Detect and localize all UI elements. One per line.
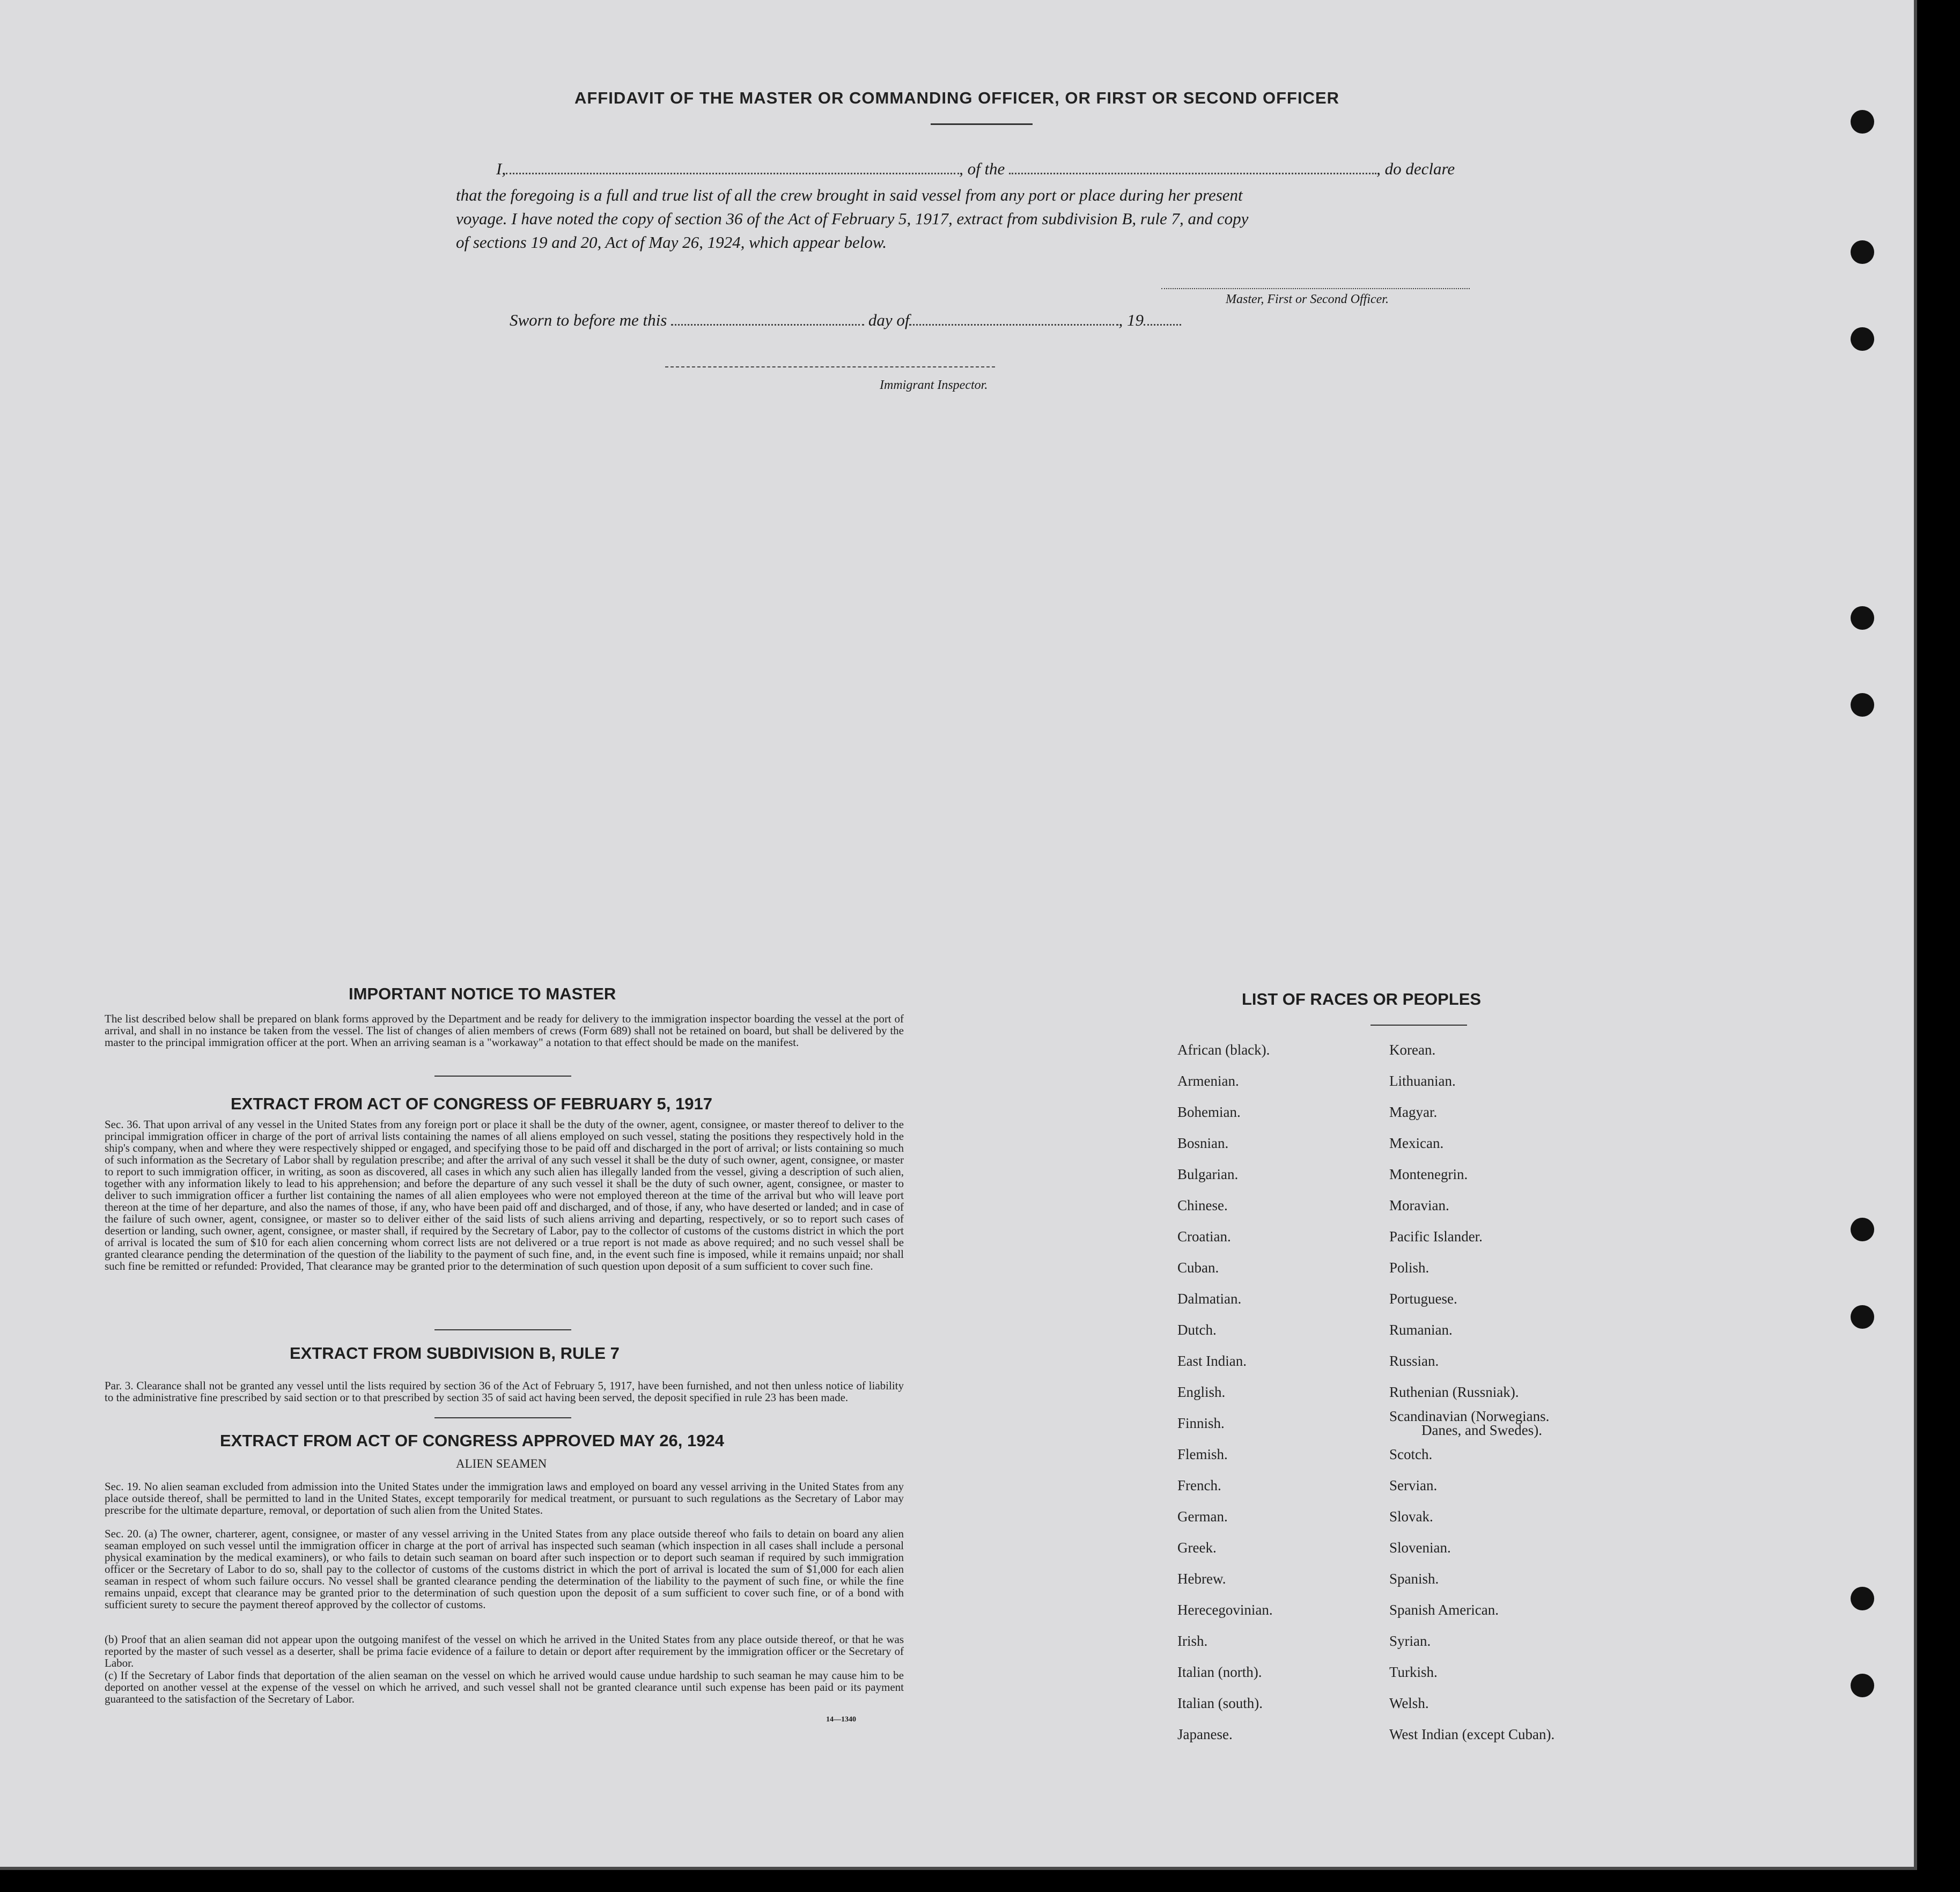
race-item: Russian. bbox=[1389, 1353, 1439, 1369]
race-item: Croatian. bbox=[1177, 1228, 1231, 1245]
notice-body: The list described below shall be prepared on blank forms approved by the Department and be ready for delivery to the immigration inspector boarding the vessel at the port of arrival, and shall in no instance be taken from the vessel. The list of changes of alien members of crews (Form 689) shall not be retained on board, but shall be delivered by the master to the principal immigration officer at the port. When an arriving seaman is a "workaway" a notation to that effect should be made on the manifest. bbox=[105, 1012, 904, 1049]
race-item: African (black). bbox=[1177, 1042, 1270, 1058]
affidavit-line-1 bbox=[496, 157, 1455, 181]
form-number: 14—1340 bbox=[826, 1716, 856, 1724]
race-item: Irish. bbox=[1177, 1633, 1208, 1649]
race-item: Montenegrin. bbox=[1389, 1166, 1468, 1182]
binder-hole bbox=[1851, 240, 1874, 264]
extract-rule7-rule bbox=[434, 1417, 571, 1418]
race-item: Chinese. bbox=[1177, 1197, 1228, 1213]
binder-hole bbox=[1851, 1587, 1874, 1610]
race-item: West Indian (except Cuban). bbox=[1389, 1726, 1555, 1742]
extract-1924-sec19: Sec. 19. No alien seaman excluded from admission into the United States under the immigration laws and employed on board any vessel arriving in the United States from any place outside thereof, shall be permitted to land in the United States, except temporarily for medical treatment, or pursuant to such regulations as the Secretary of Labor may prescribe for the ultimate departure, removal, or deportation of such alien from the United States. bbox=[105, 1480, 904, 1516]
race-item: Flemish. bbox=[1177, 1446, 1228, 1462]
sworn-line bbox=[510, 308, 1181, 332]
notice-heading: IMPORTANT NOTICE TO MASTER bbox=[349, 984, 616, 1003]
affidavit-declare: , do declare bbox=[1376, 159, 1455, 178]
binder-hole bbox=[1851, 693, 1874, 717]
race-item: Syrian. bbox=[1389, 1633, 1431, 1649]
race-item: German. bbox=[1177, 1508, 1228, 1525]
race-item: Bulgarian. bbox=[1177, 1166, 1239, 1182]
extract-1917-heading: EXTRACT FROM ACT OF CONGRESS OF FEBRUARY 5, 1917 bbox=[231, 1094, 712, 1113]
extract-rule7-body: Par. 3. Clearance shall not be granted any vessel until the lists required by section 36 of the Act of February 5, 1917, have been furnished, and not then unless notice of liability to the administrative fine prescribed by said section or to that prescribed by section 35 of said act having been served, the deposit specified in rule 23 has been made. bbox=[105, 1379, 904, 1404]
race-item: Lithuanian. bbox=[1389, 1073, 1456, 1089]
affidavit-line-3: voyage. I have noted the copy of section 36 of the Act of February 5, 1917, extract from subdivision B, rule 7, and copy bbox=[456, 209, 1249, 228]
extract-1924-heading: EXTRACT FROM ACT OF CONGRESS APPROVED MAY 26, 1924 bbox=[220, 1431, 724, 1450]
races-right-column bbox=[1389, 1034, 1554, 1750]
race-item-continuation: Danes, and Swedes). bbox=[1421, 1422, 1542, 1438]
race-item: English. bbox=[1177, 1384, 1226, 1400]
sworn-month-blank bbox=[909, 310, 1118, 326]
race-item: Herecegovinian. bbox=[1177, 1602, 1273, 1618]
extract-1917-body: Sec. 36. That upon arrival of any vessel in the United States from any foreign port or place it shall be the duty of the owner, agent, consignee, or master thereof to deliver to the principal immigration officer in charge of the port of arrival lists containing the names of all aliens employed on such vessel, stating the positions they respectively hold in the ship's company, when and where they were respectively shipped or engaged, and specifying those to be paid off and discharged in the port of arrival; or lists containing so much of such information as the Secretary of Labor shall by regulation prescribe; and after the arrival of any such vessel it shall be the duty of such owner, agent, consignee, or master to report to such immigration officer, in writing, as soon as discovered, all cases in which any such alien has illegally landed from the vessel, giving a description of such alien, together with any information likely to lead to his apprehension; and before the departure of any such vessel it shall be the duty of such owner, agent, consignee, or master to deliver to such immigration officer a further list containing the names of all alien employees who were not employed thereon at the time of the arrival but who will leave port thereon at the time of her departure, and also the names of those, if any, who have been paid off and discharged, and of those, if any, who have deserted or landed; and in case of the failure of such owner, agent, consignee, or master so to deliver either of the said lists of such aliens arriving and departing, respectively, or so to report such cases of desertion or landing, such owner, agent, consignee, or master shall, if required by the Secretary of Labor, pay to the collector of customs of the customs district in which the port of arrival is located the sum of $10 for each alien concerning whom correct lists are not delivered or a true report is not made as above required; and no such vessel shall be granted clearance pending the determination of the question of the liability to the payment of such fine, and, in the event such fine is imposed, while it remains unpaid; nor shall such fine be remitted or refunded: Provided, That clearance may be granted prior to the determination of such question upon deposit of a sum sufficient to cover such fine. bbox=[105, 1118, 904, 1272]
race-item: Pacific Islander. bbox=[1389, 1228, 1483, 1245]
race-item: Bosnian. bbox=[1177, 1135, 1229, 1151]
affidavit-line-4: of sections 19 and 20, Act of May 26, 1924, which appear below. bbox=[456, 233, 887, 252]
extract-1917-rule bbox=[434, 1329, 571, 1330]
race-item: Polish. bbox=[1389, 1260, 1430, 1276]
race-item: Welsh. bbox=[1389, 1695, 1429, 1711]
race-item: Moravian. bbox=[1389, 1197, 1449, 1213]
race-item: Korean. bbox=[1389, 1042, 1436, 1058]
race-item bbox=[1389, 1408, 1554, 1439]
notice-rule bbox=[434, 1076, 571, 1077]
race-item: French. bbox=[1177, 1477, 1221, 1493]
vessel-blank bbox=[1009, 159, 1376, 174]
race-item: Bohemian. bbox=[1177, 1104, 1241, 1120]
binder-hole bbox=[1851, 110, 1874, 134]
inspector-label: Immigrant Inspector. bbox=[880, 378, 988, 392]
race-item-line: Scandinavian (Norwegians. bbox=[1389, 1408, 1550, 1424]
extract-1924-sec20b: (b) Proof that an alien seaman did not appear upon the outgoing manifest of the vessel on which he arrived in the United States from any place outside thereof, or that he was reported by the master of such vessel as a deserter, shall be prima facie evidence of a failure to detain or deport after requirement by the immigration officer or the Secretary of Labor. bbox=[105, 1633, 904, 1669]
binder-hole bbox=[1851, 1674, 1874, 1697]
race-item: Spanish American. bbox=[1389, 1602, 1499, 1618]
master-label: Master, First or Second Officer. bbox=[1226, 292, 1389, 306]
race-item: Scotch. bbox=[1389, 1446, 1433, 1462]
binder-hole bbox=[1851, 327, 1874, 351]
alien-seamen-subheading: ALIEN SEAMEN bbox=[456, 1457, 547, 1470]
race-item: Japanese. bbox=[1177, 1726, 1233, 1742]
race-item: East Indian. bbox=[1177, 1353, 1247, 1369]
binder-hole bbox=[1851, 1305, 1874, 1329]
affidavit-title: AFFIDAVIT OF THE MASTER OR COMMANDING OFFICER, OR FIRST OR SECOND OFFICER bbox=[574, 89, 1340, 107]
race-item: Slovak. bbox=[1389, 1508, 1433, 1525]
race-item: Greek. bbox=[1177, 1540, 1217, 1556]
race-item: Magyar. bbox=[1389, 1104, 1438, 1120]
race-item: Portuguese. bbox=[1389, 1291, 1457, 1307]
sworn-year: , 19 bbox=[1118, 311, 1144, 329]
extract-1924-sec20a: Sec. 20. (a) The owner, charterer, agent, consignee, or master of any vessel arriving in the United States from any place outside thereof who fails to detain on board any alien seaman employed on such vessel until the immigration officer in charge at the port of arrival has inspected such seaman (which inspection in all cases shall include a personal physical examination by the medical examiners), or who fails to detain such seaman on board after such inspection or to deport such seaman if required by such immigration officer or the Secretary of Labor to do so, shall pay to the collector of customs of the customs district in which the port of arrival is located the sum of $1,000 for each alien seaman in respect of whom such failure occurs. No vessel shall be granted clearance pending the determination of the liability to the payment of such fine, or while the fine remains unpaid, except that clearance may be granted prior to the determination of such question upon the deposit of a sum sufficient to cover such fine, or of a bond with sufficient surety to secure the payment thereof approved by the collector of customs. bbox=[105, 1527, 904, 1611]
sworn-day-of: day of bbox=[868, 311, 910, 329]
race-item: Slovenian. bbox=[1389, 1540, 1451, 1556]
sworn-prefix: Sworn to before me this bbox=[510, 311, 667, 329]
race-item: Spanish. bbox=[1389, 1571, 1439, 1587]
extract-1924-sec20c: (c) If the Secretary of Labor finds that deportation of the alien seaman on the vessel on which he arrived would cause undue hardship to such seaman he may cause him to be deported on another vessel at the expense of the vessel on which he arrived, and such vessel shall not be granted clearance until such expense has been paid or its payment guaranteed to the satisfaction of the Secretary of Labor. bbox=[105, 1669, 904, 1705]
race-item: Ruthenian (Russniak). bbox=[1389, 1384, 1519, 1400]
affidavit-line-2: that the foregoing is a full and true list of all the crew brought in said vessel from any port or place during her present bbox=[456, 186, 1243, 204]
race-item: Armenian. bbox=[1177, 1073, 1239, 1089]
title-rule bbox=[931, 123, 1033, 125]
race-item: Mexican. bbox=[1389, 1135, 1444, 1151]
race-item: Dalmatian. bbox=[1177, 1291, 1242, 1307]
races-left-column bbox=[1177, 1034, 1273, 1750]
race-item: Hebrew. bbox=[1177, 1571, 1226, 1587]
sworn-day-blank bbox=[671, 310, 864, 326]
affidavit-i: I, bbox=[496, 159, 506, 178]
race-item: Cuban. bbox=[1177, 1260, 1219, 1276]
races-heading: LIST OF RACES OR PEOPLES bbox=[1242, 990, 1482, 1008]
master-signature-line bbox=[1161, 288, 1470, 289]
binder-hole bbox=[1851, 1218, 1874, 1241]
race-item: Italian (north). bbox=[1177, 1664, 1262, 1680]
inspector-signature-line bbox=[665, 366, 995, 367]
race-item: Servian. bbox=[1389, 1477, 1438, 1493]
race-item: Dutch. bbox=[1177, 1322, 1217, 1338]
extract-rule7-heading: EXTRACT FROM SUBDIVISION B, RULE 7 bbox=[290, 1344, 620, 1363]
race-item: Finnish. bbox=[1177, 1415, 1225, 1431]
race-item: Rumanian. bbox=[1389, 1322, 1453, 1338]
name-blank bbox=[506, 159, 959, 174]
race-item: Italian (south). bbox=[1177, 1695, 1263, 1711]
races-rule bbox=[1370, 1025, 1467, 1026]
affidavit-of-the: , of the bbox=[959, 159, 1005, 178]
binder-hole bbox=[1851, 606, 1874, 630]
sworn-year-blank bbox=[1144, 310, 1181, 326]
race-item: Turkish. bbox=[1389, 1664, 1438, 1680]
